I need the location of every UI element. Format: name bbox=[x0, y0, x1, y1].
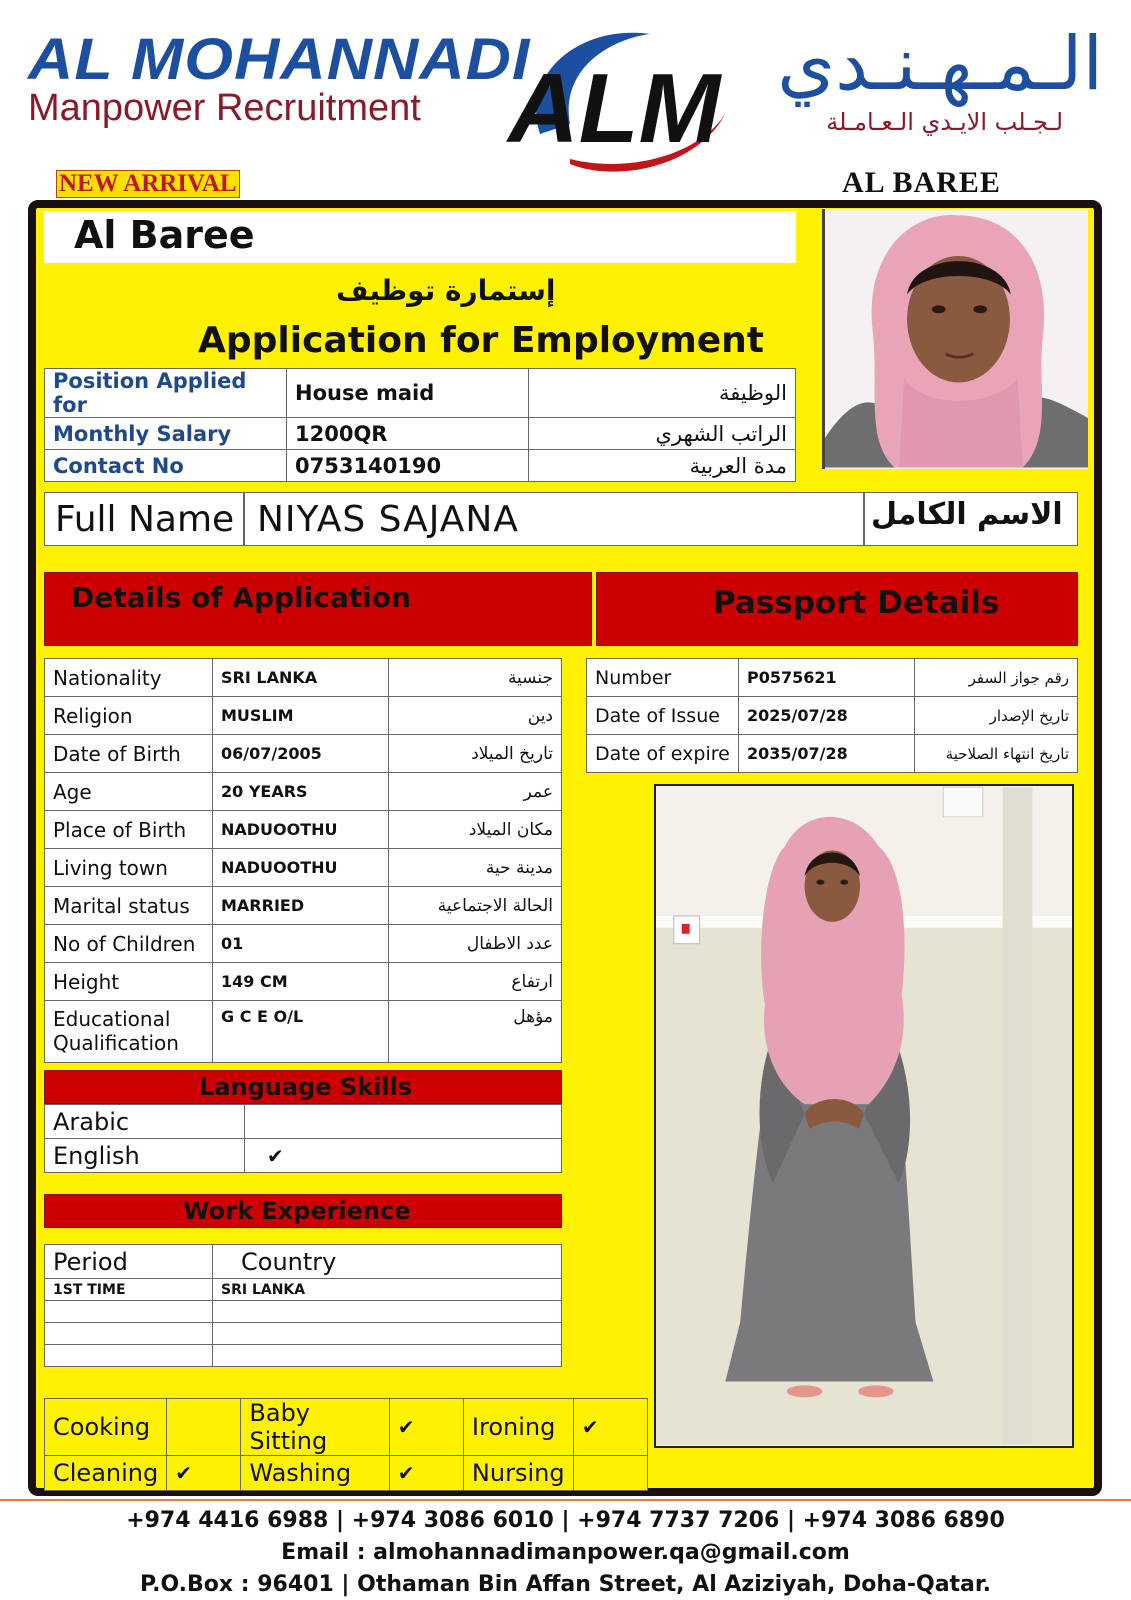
detail-label: Height bbox=[45, 963, 213, 1001]
passport-label: Date of Issue bbox=[587, 697, 739, 735]
language-heading-bar bbox=[44, 1070, 562, 1104]
contact-value: 0753140190 bbox=[287, 450, 529, 482]
detail-label-ar: مدينة حية bbox=[389, 849, 562, 887]
detail-label-ar: تاريخ الميلاد bbox=[389, 735, 562, 773]
work-heading-bar bbox=[44, 1194, 562, 1228]
brand-block-ar bbox=[723, 16, 1103, 136]
detail-label: Age bbox=[45, 773, 213, 811]
full-name-value: NIYAS SAJANA bbox=[257, 499, 519, 540]
table-row bbox=[45, 1245, 562, 1279]
brand-tagline: Manpower Recruitment bbox=[28, 87, 421, 129]
detail-label: Nationality bbox=[45, 659, 213, 697]
detail-value: 20 YEARS bbox=[213, 773, 389, 811]
passport-value: 2025/07/28 bbox=[739, 697, 915, 735]
agency-name-bar bbox=[44, 211, 796, 263]
full-name-label-ar: الاسم الكامل bbox=[871, 497, 1063, 532]
logo-text: ALM bbox=[508, 53, 721, 163]
check-icon: ✔ bbox=[245, 1139, 562, 1173]
position-value: House maid bbox=[287, 369, 529, 418]
detail-value: 06/07/2005 bbox=[213, 735, 389, 773]
work-period-header: Period bbox=[45, 1245, 213, 1279]
full-body-photo bbox=[654, 784, 1074, 1448]
table-row bbox=[587, 735, 1078, 773]
detail-label: Religion bbox=[45, 697, 213, 735]
check-icon bbox=[573, 1456, 647, 1491]
passport-value: 2035/07/28 bbox=[739, 735, 915, 773]
skill-label: Washing bbox=[241, 1456, 389, 1491]
position-label-ar: الوظيفة bbox=[529, 369, 796, 418]
detail-label: Date of Birth bbox=[45, 735, 213, 773]
portrait-photo bbox=[822, 209, 1088, 469]
position-label: Position Applied for bbox=[45, 369, 287, 418]
full-name-row bbox=[44, 492, 1078, 546]
table-row bbox=[45, 1105, 562, 1139]
table-row bbox=[45, 659, 562, 697]
detail-label-ar: عمر bbox=[389, 773, 562, 811]
table-row bbox=[45, 1323, 562, 1345]
detail-value: G C E O/L bbox=[213, 1001, 389, 1063]
detail-value: NADUOOTHU bbox=[213, 811, 389, 849]
details-heading: Details of Application bbox=[71, 581, 411, 614]
table-row bbox=[45, 697, 562, 735]
passport-label-ar: رقم جواز السفر bbox=[915, 659, 1078, 697]
check-icon: ✔ bbox=[389, 1399, 463, 1456]
table-row bbox=[45, 925, 562, 963]
passport-value: P0575621 bbox=[739, 659, 915, 697]
position-table bbox=[44, 368, 796, 482]
detail-label: Educational Qualification bbox=[45, 1001, 213, 1063]
skills-table bbox=[44, 1398, 648, 1491]
footer-phones: +974 4416 6988 | +974 3086 6010 | +974 7737 7206 | +974 3086 6890 bbox=[126, 1508, 1005, 1533]
detail-value: 01 bbox=[213, 925, 389, 963]
table-row bbox=[45, 811, 562, 849]
details-table bbox=[44, 658, 562, 1063]
skill-label: Baby Sitting bbox=[241, 1399, 389, 1456]
footer-address: P.O.Box : 96401 | Othaman Bin Affan Street, Al Aziziyah, Doha-Qatar. bbox=[140, 1572, 991, 1597]
passport-label-ar: تاريخ انتهاء الصلاحية bbox=[915, 735, 1078, 773]
table-row bbox=[587, 697, 1078, 735]
passport-heading-bar bbox=[596, 572, 1078, 646]
language-heading: Language Skills bbox=[199, 1073, 413, 1101]
passport-label: Date of expire bbox=[587, 735, 739, 773]
full-name-label: Full Name bbox=[55, 499, 235, 540]
passport-label: Number bbox=[587, 659, 739, 697]
footer-email: Email : almohannadimanpower.qa@gmail.com bbox=[281, 1540, 850, 1565]
new-arrival-badge: NEW ARRIVAL bbox=[56, 170, 240, 198]
alm-logo bbox=[500, 14, 730, 184]
application-card bbox=[28, 200, 1102, 1496]
brand-name: AL MOHANNADI bbox=[28, 27, 531, 92]
passport-table bbox=[586, 658, 1078, 773]
table-row bbox=[45, 773, 562, 811]
work-country-header: Country bbox=[213, 1245, 562, 1279]
details-heading-bar bbox=[44, 572, 592, 646]
brand-name-ar: الـمـهـنـدي bbox=[777, 21, 1103, 107]
language-label: English bbox=[45, 1139, 245, 1173]
table-row bbox=[45, 1301, 562, 1323]
detail-value: 149 CM bbox=[213, 963, 389, 1001]
table-row bbox=[45, 1345, 562, 1367]
passport-heading: Passport Details bbox=[713, 585, 1000, 621]
passport-label-ar: تاريخ الإصدار bbox=[915, 697, 1078, 735]
detail-value: NADUOOTHU bbox=[213, 849, 389, 887]
salary-label-ar: الراتب الشهري bbox=[529, 418, 796, 450]
salary-label: Monthly Salary bbox=[45, 418, 287, 450]
check-icon: ✔ bbox=[573, 1399, 647, 1456]
form-title: Application for Employment bbox=[198, 320, 765, 361]
skill-label: Cooking bbox=[45, 1399, 167, 1456]
table-row bbox=[45, 418, 796, 450]
table-row bbox=[45, 1279, 562, 1301]
footer-divider bbox=[0, 1499, 1131, 1501]
detail-label: No of Children bbox=[45, 925, 213, 963]
form-title-ar: إستمارة توظيف bbox=[336, 274, 556, 307]
table-row bbox=[587, 659, 1078, 697]
skill-label: Cleaning bbox=[45, 1456, 167, 1491]
detail-label-ar: الحالة الاجتماعية bbox=[389, 887, 562, 925]
detail-label-ar: ارتفاع bbox=[389, 963, 562, 1001]
detail-label-ar: دين bbox=[389, 697, 562, 735]
detail-label-ar: مؤهل bbox=[389, 1001, 562, 1063]
table-row bbox=[45, 963, 562, 1001]
brand-tagline-ar: لـجـلب الايـدي الـعـامـلة bbox=[826, 108, 1063, 136]
check-icon: ✔ bbox=[167, 1456, 241, 1491]
skill-label: Nursing bbox=[463, 1456, 573, 1491]
agency-name: Al Baree bbox=[74, 213, 255, 257]
table-row bbox=[45, 735, 562, 773]
detail-value: MUSLIM bbox=[213, 697, 389, 735]
detail-label: Living town bbox=[45, 849, 213, 887]
table-row bbox=[45, 369, 796, 418]
detail-label-ar: عدد الاطفال bbox=[389, 925, 562, 963]
salary-value: 1200QR bbox=[287, 418, 529, 450]
brand-block-en bbox=[28, 27, 531, 129]
table-row bbox=[45, 887, 562, 925]
detail-label-ar: مكان الميلاد bbox=[389, 811, 562, 849]
skill-label: Ironing bbox=[463, 1399, 573, 1456]
agency-label: AL BAREE bbox=[842, 166, 1001, 199]
check-icon bbox=[167, 1399, 241, 1456]
detail-label: Marital status bbox=[45, 887, 213, 925]
detail-label-ar: جنسية bbox=[389, 659, 562, 697]
contact-label: Contact No bbox=[45, 450, 287, 482]
language-label: Arabic bbox=[45, 1105, 245, 1139]
check-icon: ✔ bbox=[389, 1456, 463, 1491]
table-row bbox=[45, 1456, 648, 1491]
detail-value: MARRIED bbox=[213, 887, 389, 925]
table-row bbox=[45, 1399, 648, 1456]
language-table bbox=[44, 1104, 562, 1173]
check-icon bbox=[245, 1105, 562, 1139]
work-country: SRI LANKA bbox=[213, 1279, 562, 1301]
contact-label-ar: مدة العربية bbox=[529, 450, 796, 482]
work-heading: Work Experience bbox=[183, 1197, 411, 1225]
table-row bbox=[45, 849, 562, 887]
work-table bbox=[44, 1244, 562, 1367]
detail-value: SRI LANKA bbox=[213, 659, 389, 697]
table-row bbox=[45, 1001, 562, 1063]
table-row bbox=[45, 450, 796, 482]
work-period: 1ST TIME bbox=[45, 1279, 213, 1301]
detail-label: Place of Birth bbox=[45, 811, 213, 849]
table-row bbox=[45, 1139, 562, 1173]
